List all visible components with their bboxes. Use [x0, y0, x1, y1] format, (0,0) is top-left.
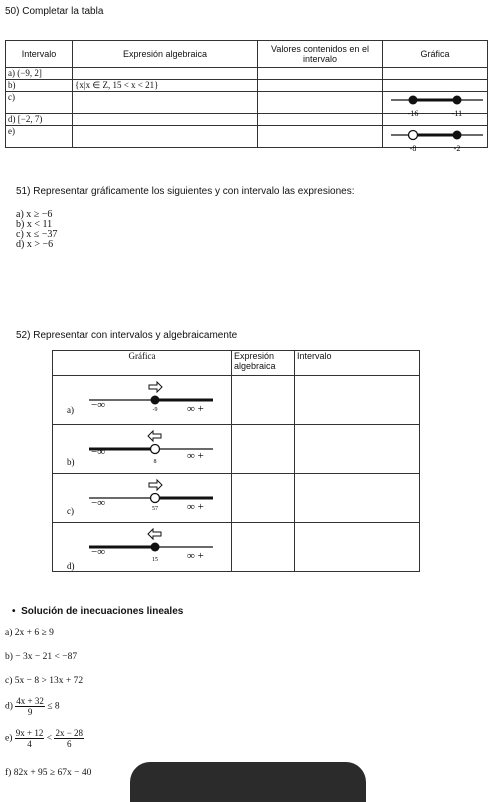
- row-expression: {x|x ∈ Z, 15 < x < 21}: [73, 80, 258, 92]
- closed-point: [453, 96, 462, 105]
- row-interval: [295, 474, 420, 523]
- row-values: [258, 80, 383, 92]
- tick-label: -16: [407, 109, 419, 118]
- arrow-right-icon: [149, 382, 162, 392]
- list-item: c) x ≤ −37: [16, 229, 58, 240]
- neg-infinity-label: −∞: [91, 546, 106, 558]
- neg-infinity-label: −∞: [91, 497, 106, 509]
- number-line-a: [53, 376, 227, 426]
- closed-point: [453, 131, 462, 140]
- row-expression: [73, 92, 258, 114]
- row-values: [258, 68, 383, 80]
- row-graph: [383, 68, 488, 80]
- neg-infinity-label: −∞: [91, 399, 106, 411]
- row-graph: [53, 474, 232, 523]
- row-label: a): [67, 405, 74, 415]
- inequality-e: e) $\frac{9x + 12}{4}$ < $\frac{2x - 28}{6}$: [5, 728, 84, 749]
- arrow-right-icon: [149, 480, 162, 490]
- number-line-b: [53, 425, 227, 475]
- pos-infinity-label: ∞ +: [187, 403, 204, 415]
- row-interval: [295, 523, 420, 572]
- row-interval: [295, 376, 420, 425]
- table-row: [53, 523, 420, 572]
- row-interval: [295, 425, 420, 474]
- inequality-f: f) 82x + 95 ≥ 67x − 40: [5, 768, 92, 778]
- row-expression: [232, 425, 295, 474]
- row-expression: [232, 376, 295, 425]
- fraction: $\frac{4x + 32}{9}$: [16, 696, 44, 717]
- row-expression: [232, 474, 295, 523]
- inequality-d: d) $\frac{4x + 32}{9}$ ≤ 8: [5, 696, 60, 717]
- inequality-c: c) 5x − 8 > 13x + 72: [5, 676, 84, 686]
- table-50: [5, 40, 488, 152]
- open-point: [151, 494, 160, 503]
- row-label: b): [67, 457, 75, 467]
- tick-label: -2: [453, 144, 461, 152]
- header-values: Valores contenidos en el intervalo: [258, 41, 383, 68]
- table-50-header: [6, 41, 488, 68]
- section-50-title: 50) Completar la tabla: [5, 6, 104, 17]
- arrow-left-icon: [148, 529, 161, 539]
- row-expression: [73, 126, 258, 148]
- row-graph: [53, 523, 232, 572]
- row-graph: [53, 425, 232, 474]
- list-item: a) x ≥ −6: [16, 209, 53, 220]
- row-label: d): [67, 561, 75, 571]
- tick-label: -8: [409, 144, 417, 152]
- overlay-bar: [130, 762, 366, 802]
- inequality-a: a) 2x + 6 ≥ 9: [5, 628, 54, 638]
- closed-point: [409, 96, 418, 105]
- header-graph: Gráfica: [383, 41, 488, 68]
- header-graph: Gráfica: [53, 351, 232, 376]
- solutions-title: • Solución de inecuaciones lineales: [12, 606, 184, 617]
- row-graph: [53, 376, 232, 425]
- pos-infinity-label: ∞ +: [187, 501, 204, 513]
- row-label: b): [6, 80, 73, 92]
- row-expression: [73, 68, 258, 80]
- fraction: $\frac{2x - 28}{6}$: [55, 728, 84, 749]
- open-point: [409, 131, 418, 140]
- row-graph: [383, 92, 488, 118]
- pos-infinity-label: ∞ +: [187, 550, 204, 562]
- list-item: b) x < 11: [16, 219, 53, 230]
- table-row: [53, 474, 420, 523]
- header-interval: Intervalo: [6, 41, 73, 68]
- point-label: 57: [152, 506, 158, 512]
- row-label: e): [6, 126, 73, 148]
- number-line-c: [383, 92, 493, 118]
- row-expression: [73, 114, 258, 126]
- fraction: $\frac{9x + 12}{4}$: [15, 728, 44, 749]
- row-label: c): [67, 506, 74, 516]
- row-label: d) [−2, 7): [6, 114, 73, 126]
- table-row: [53, 376, 420, 425]
- neg-infinity-label: −∞: [91, 446, 106, 458]
- table-row: [6, 92, 488, 114]
- number-line-c: [53, 474, 227, 524]
- point-label: 15: [152, 557, 158, 563]
- closed-point: [151, 543, 160, 552]
- row-expression: [232, 523, 295, 572]
- row-label: a) (−9, 2]: [6, 68, 73, 80]
- row-values: [258, 92, 383, 114]
- table-row: [6, 80, 488, 92]
- pos-infinity-label: ∞ +: [187, 450, 204, 462]
- open-point: [151, 445, 160, 454]
- section-52-title: 52) Representar con intervalos y algebraicamente: [16, 330, 238, 341]
- row-graph: [383, 126, 488, 152]
- row-label: c): [6, 92, 73, 114]
- row-values: [258, 126, 383, 148]
- table-row: [6, 68, 488, 80]
- point-label: 8: [153, 459, 157, 465]
- section-51-title: 51) Representar gráficamente los siguientes y con intervalo las expresiones:: [16, 186, 355, 197]
- closed-point: [151, 396, 160, 405]
- header-expression: Expresión algebraica: [232, 351, 295, 376]
- row-values: [258, 114, 383, 126]
- row-graph: [383, 80, 488, 92]
- list-item: d) x > −6: [16, 239, 54, 250]
- point-label: -9: [152, 407, 158, 413]
- arrow-left-icon: [148, 431, 161, 441]
- table-52: [52, 350, 420, 572]
- header-expression: Expresión algebraica: [73, 41, 258, 68]
- number-line-e: [383, 126, 493, 152]
- table-row: [53, 425, 420, 474]
- section-51-list: [16, 210, 57, 250]
- bullet-icon: •: [12, 606, 22, 617]
- table-52-header: [53, 351, 420, 376]
- tick-label: -11: [451, 109, 463, 118]
- header-interval: Intervalo: [295, 351, 420, 376]
- number-line-d: [53, 523, 227, 573]
- inequality-b: b) − 3x − 21 < −87: [5, 652, 78, 662]
- table-row: [6, 126, 488, 148]
